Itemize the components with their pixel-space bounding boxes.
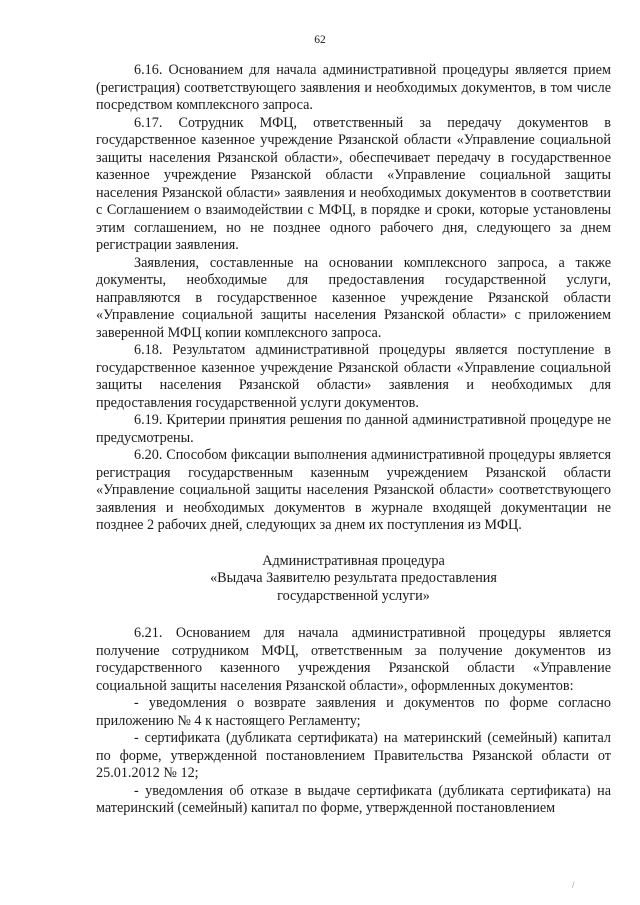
scan-mark: / bbox=[572, 880, 575, 890]
heading-line-2: «Выдача Заявителю результата предоставления bbox=[210, 570, 497, 586]
section-heading bbox=[96, 553, 611, 606]
document-body bbox=[96, 62, 611, 818]
list-item-return-notice: - уведомления о возврате заявления и документов по форме согласно приложению № 4 к настоящего Регламенту; bbox=[96, 695, 611, 729]
paragraph-6-16: 6.16. Основанием для начала административной процедуры является прием (регистрация) соответствующего заявления и необходимых документов, в том числе посредством комплексного запроса. bbox=[96, 62, 611, 113]
paragraph-complex-request: Заявления, составленные на основании комплексного запроса, а также документы, необходимые для предоставления государственной услуги, направляются в государственное казенное учреждение Рязанской области «Управление социальной защиты населения Рязанской области» с приложением заверенной МФЦ копии комплексного запроса. bbox=[96, 254, 611, 341]
list-item-refusal-notice: - уведомления об отказе в выдаче сертификата (дубликата сертификата) на материнский (семейный) капитал по форме, утвержденной постановлением bbox=[96, 782, 611, 816]
heading-line-3: государственной услуги» bbox=[277, 587, 430, 604]
paragraph-6-21: 6.21. Основанием для начала административной процедуры является получение сотрудником МФЦ, ответственным за получение документов из государственного казенного учреждения Рязанской области «Управление социальной защиты населения Рязанской области», оформленных документов: bbox=[96, 625, 611, 694]
page-number: 62 bbox=[314, 34, 326, 46]
heading-line-1: Административная процедура bbox=[262, 552, 445, 569]
paragraph-6-17: 6.17. Сотрудник МФЦ, ответственный за передачу документов в государственное казенное учреждение Рязанской области «Управление социальной защиты населения Рязанской области», обеспечивает передачу в государственное казенное учреждение Рязанской области «Управление социальной защиты населения Рязанской области» заявления и необходимых документов в соответствии с Соглашением о взаимодействии с МФЦ, в порядке и сроки, которые установлены этим соглашением, но не позднее одного рабочего дня, следующего за днем регистрации заявления. bbox=[96, 114, 611, 253]
paragraph-6-20: 6.20. Способом фиксации выполнения административной процедуры является регистрация государственным казенным учреждением Рязанской области «Управление социальной защиты населения Рязанской области» соответствующего заявления и необходимых документов в журнале входящей документации не позднее 2 рабочих дней, следующих за днем их поступления из МФЦ. bbox=[96, 447, 611, 533]
paragraph-6-18: 6.18. Результатом административной процедуры является поступление в государственное казенное учреждение Рязанской области «Управление социальной защиты населения Рязанской области» заявления и необходимых для предоставления государственной услуги документов. bbox=[96, 342, 611, 411]
list-item-certificate: - сертификата (дубликата сертификата) на материнский (семейный) капитал по форме, утвержденной постановлением Правительства Рязанской области от 25.01.2012 № 12; bbox=[96, 730, 611, 781]
paragraph-6-19: 6.19. Критерии принятия решения по данной административной процедуре не предусмотрены. bbox=[96, 412, 611, 446]
